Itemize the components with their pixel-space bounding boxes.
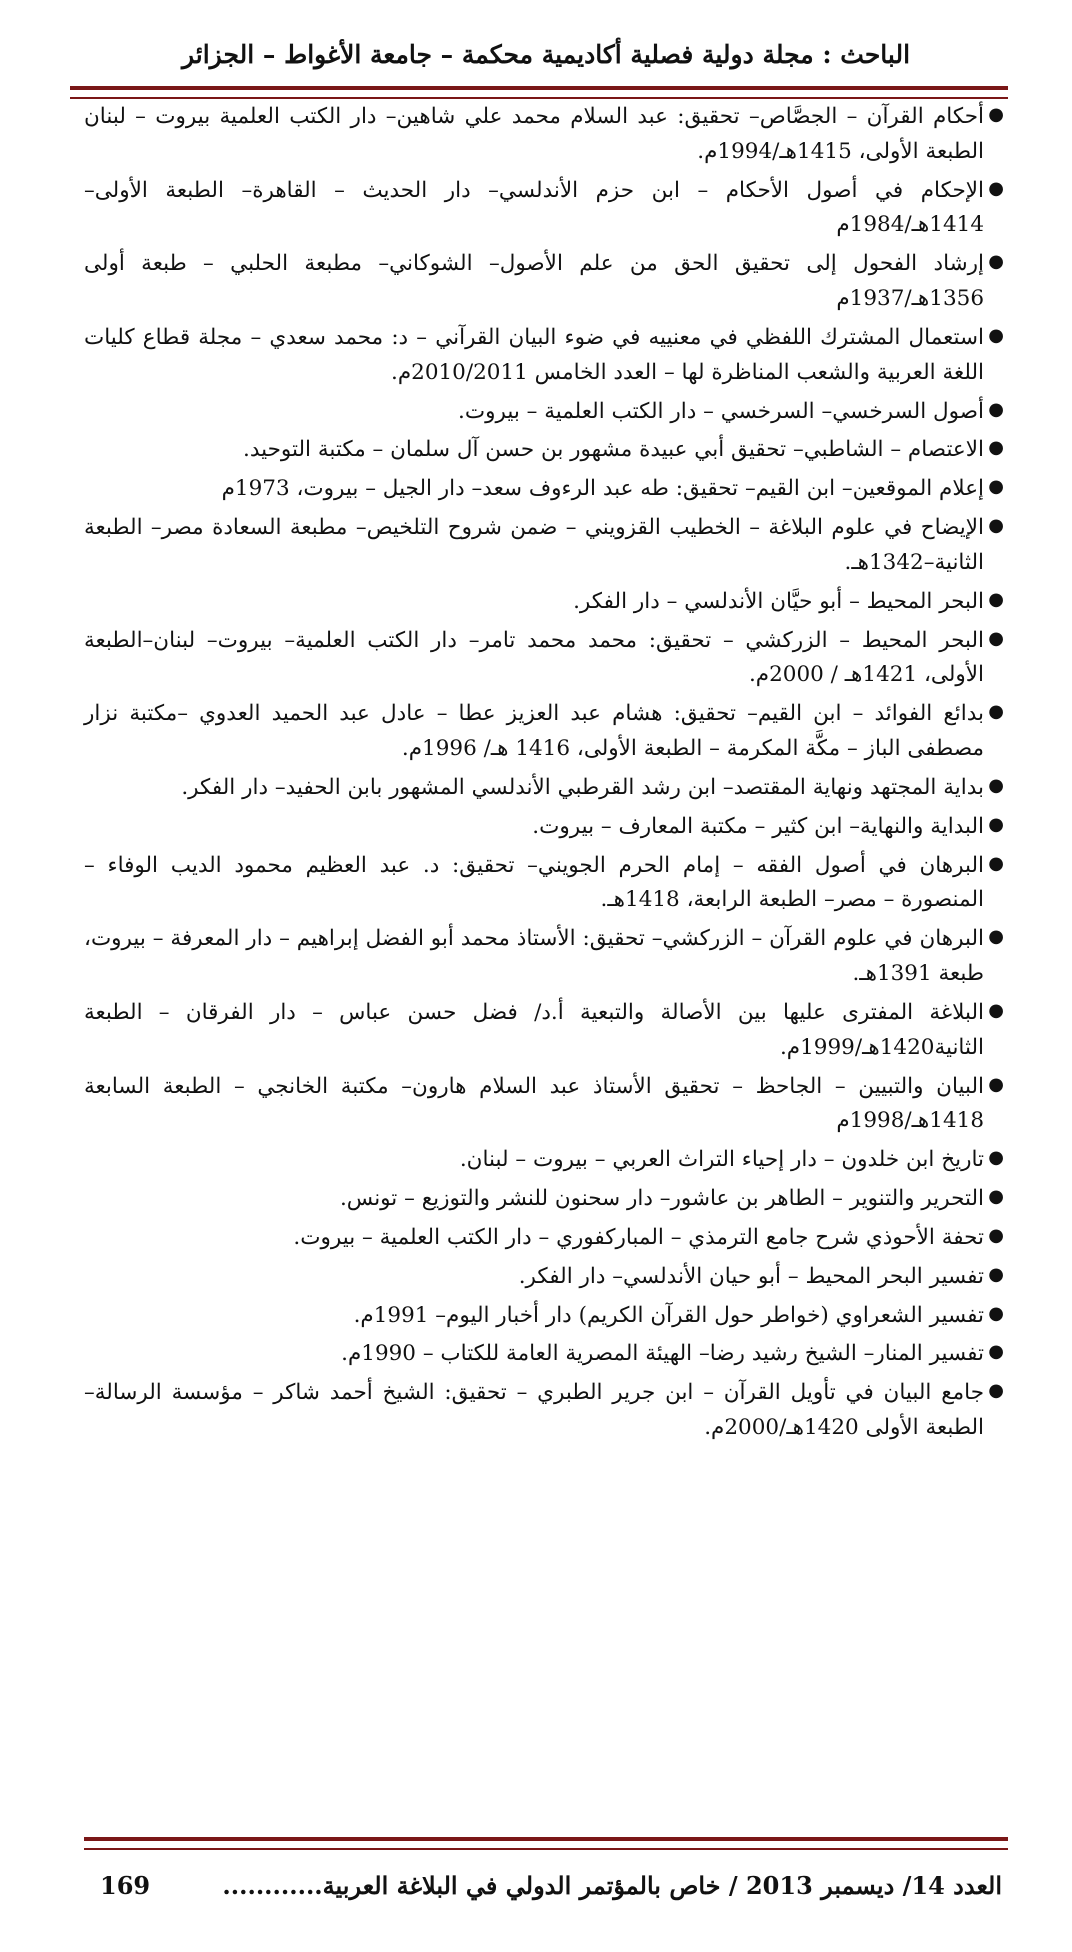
reference-text: تفسير البحر المحيط – أبو حيان الأندلسي– دار الفكر. xyxy=(518,1263,984,1289)
bullet-icon: ● xyxy=(988,398,1004,420)
bullet-icon: ● xyxy=(988,701,1004,723)
reference-text: البحر المحيط – الزركشي – تحقيق: محمد محمد تامر– دار الكتب العلمية– بيروت– لبنان–الطبعة الأولى، 1421هـ / 2000م. xyxy=(84,627,984,688)
reference-text: إرشاد الفحول إلى تحقيق الحق من علم الأصول– الشوكاني– مطبعة الحلبي – طبعة أولى 1356هـ/1937م xyxy=(84,251,984,312)
references-section xyxy=(84,100,1004,1822)
reference-text: الاعتصام – الشاطبي– تحقيق أبي عبيدة مشهور بن حسن آل سلمان – مكتبة التوحيد. xyxy=(242,437,984,463)
reference-text: البلاغة المفترى عليها بين الأصالة والتبعية أ.د/ فضل حسن عباس – دار الفرقان – الطبعة الثانية1420هـ/1999م. xyxy=(84,999,984,1060)
bullet-icon: ● xyxy=(988,774,1004,796)
issue-info: العدد 14/ ديسمبر 2013 / خاص بالمؤتمر الدولي في البلاغة العربية............ xyxy=(222,1871,1002,1900)
reference-item xyxy=(84,1070,1004,1140)
reference-text: البداية والنهاية– ابن كثير – مكتبة المعارف – بيروت. xyxy=(532,813,984,839)
reference-text: تفسير المنار– الشيخ رشيد رضا– الهيئة المصرية العامة للكتاب – 1990م. xyxy=(341,1341,984,1367)
reference-item xyxy=(84,395,1004,430)
page-footer xyxy=(100,1862,1002,1910)
bullet-icon: ● xyxy=(988,476,1004,498)
reference-text: تفسير الشعراوي (خواطر حول القرآن الكريم) دار أخبار اليوم– 1991م. xyxy=(353,1302,984,1328)
reference-item xyxy=(84,1182,1004,1217)
reference-item xyxy=(84,996,1004,1066)
bullet-icon: ● xyxy=(988,588,1004,610)
bullet-icon: ● xyxy=(988,1186,1004,1208)
bullet-icon: ● xyxy=(988,999,1004,1021)
reference-item xyxy=(84,1376,1004,1446)
bullet-icon: ● xyxy=(988,1147,1004,1169)
reference-item xyxy=(84,433,1004,468)
bullet-icon: ● xyxy=(988,1224,1004,1246)
bullet-icon: ● xyxy=(988,1341,1004,1363)
bullet-icon: ● xyxy=(988,1263,1004,1285)
reference-item xyxy=(84,100,1004,170)
reference-text: تاريخ ابن خلدون – دار إحياء التراث العربي – بيروت – لبنان. xyxy=(459,1147,984,1173)
bullet-icon: ● xyxy=(988,251,1004,273)
reference-item xyxy=(84,321,1004,391)
reference-text: البرهان في علوم القرآن – الزركشي– تحقيق: الأستاذ محمد أبو الفضل إبراهيم – دار المعرفة – بيروت، طبعة 1391هـ. xyxy=(84,926,984,987)
reference-text: جامع البيان في تأويل القرآن – ابن جرير الطبري – تحقيق: الشيخ أحمد شاكر – مؤسسة الرسالة– الطبعة الأولى 1420هـ/2000م. xyxy=(84,1380,984,1440)
reference-item xyxy=(84,511,1004,581)
footer-divider xyxy=(84,1837,1008,1850)
reference-item xyxy=(84,849,1004,919)
bullet-icon: ● xyxy=(988,926,1004,948)
reference-text: استعمال المشترك اللفظي في معنييه في ضوء البيان القرآني – د: محمد سعدي – مجلة قطاع كليات اللغة العربية والشعب المناظرة لها – العدد الخامس 2010/2011م. xyxy=(84,324,984,385)
reference-item xyxy=(84,1221,1004,1256)
reference-text: الإحكام في أصول الأحكام – ابن حزم الأندلسي– دار الحديث – القاهرة– الطبعة الأولى– 1414هـ/1984م xyxy=(84,177,984,238)
reference-item xyxy=(84,771,1004,806)
reference-item xyxy=(84,624,1004,694)
reference-text: البرهان في أصول الفقه – إمام الحرم الجويني– تحقيق: د. عبد العظيم محمود الديب الوفاء – المنصورة – مصر– الطبعة الرابعة، 1418هـ. xyxy=(84,852,984,913)
page-number: 169 xyxy=(100,1871,151,1900)
reference-text: بدائع الفوائد – ابن القيم– تحقيق: هشام عبد العزيز عطا – عادل عبد الحميد العدوي –مكتبة نزار مصطفى الباز – مكَّة المكرمة – الطبعة الأولى، 1416 هـ/ 1996م. xyxy=(84,701,984,762)
bullet-icon: ● xyxy=(988,324,1004,346)
reference-item xyxy=(84,472,1004,507)
reference-item xyxy=(84,1337,1004,1372)
reference-item xyxy=(84,1299,1004,1334)
references-list xyxy=(84,100,1004,1446)
bullet-icon: ● xyxy=(988,1380,1004,1402)
reference-item xyxy=(84,1143,1004,1178)
reference-text: البيان والتبيين – الجاحظ – تحقيق الأستاذ عبد السلام هارون– مكتبة الخانجي – الطبعة السابعة 1418هـ/1998م xyxy=(84,1073,984,1134)
reference-item xyxy=(84,585,1004,620)
bullet-icon: ● xyxy=(988,515,1004,537)
reference-item xyxy=(84,174,1004,244)
journal-header: الباحث : مجلة دولية فصلية أكاديمية محكمة – جامعة الأغواط – الجزائر xyxy=(181,40,911,69)
reference-text: إعلام الموقعين– ابن القيم– تحقيق: طه عبد الرءوف سعد– دار الجيل – بيروت، 1973م xyxy=(221,476,984,502)
bullet-icon: ● xyxy=(988,437,1004,459)
reference-text: الإيضاح في علوم البلاغة – الخطيب القزويني – ضمن شروح التلخيص– مطبعة السعادة مصر– الطبعة الثانية–1342هـ. xyxy=(84,515,984,575)
reference-text: التحرير والتنوير – الطاهر بن عاشور– دار سحنون للنشر والتوزيع – تونس. xyxy=(339,1186,984,1212)
bullet-icon: ● xyxy=(988,852,1004,874)
reference-text: أصول السرخسي– السرخسي – دار الكتب العلمية – بيروت. xyxy=(458,398,984,424)
bullet-icon: ● xyxy=(988,813,1004,835)
bullet-icon: ● xyxy=(988,177,1004,199)
reference-item xyxy=(84,697,1004,767)
reference-item xyxy=(84,247,1004,317)
reference-text: تحفة الأحوذي شرح جامع الترمذي – المباركفوري – دار الكتب العلمية – بيروت. xyxy=(293,1224,984,1250)
reference-text: البحر المحيط – أبو حيَّان الأندلسي – دار الفكر. xyxy=(573,588,984,614)
reference-text: أحكام القرآن – الجصَّاص– تحقيق: عبد السلام محمد علي شاهين– دار الكتب العلمية بيروت – لبنان الطبعة الأولى، 1415هـ/1994م. xyxy=(84,104,984,164)
bullet-icon: ● xyxy=(988,1302,1004,1324)
bullet-icon: ● xyxy=(988,104,1004,125)
reference-item xyxy=(84,810,1004,845)
header-divider xyxy=(70,86,1008,99)
reference-item xyxy=(84,922,1004,992)
bullet-icon: ● xyxy=(988,627,1004,649)
bullet-icon: ● xyxy=(988,1073,1004,1095)
reference-item xyxy=(84,1260,1004,1295)
reference-text: بداية المجتهد ونهاية المقتصد– ابن رشد القرطبي الأندلسي المشهور بابن الحفيد– دار الفكر. xyxy=(181,774,984,800)
